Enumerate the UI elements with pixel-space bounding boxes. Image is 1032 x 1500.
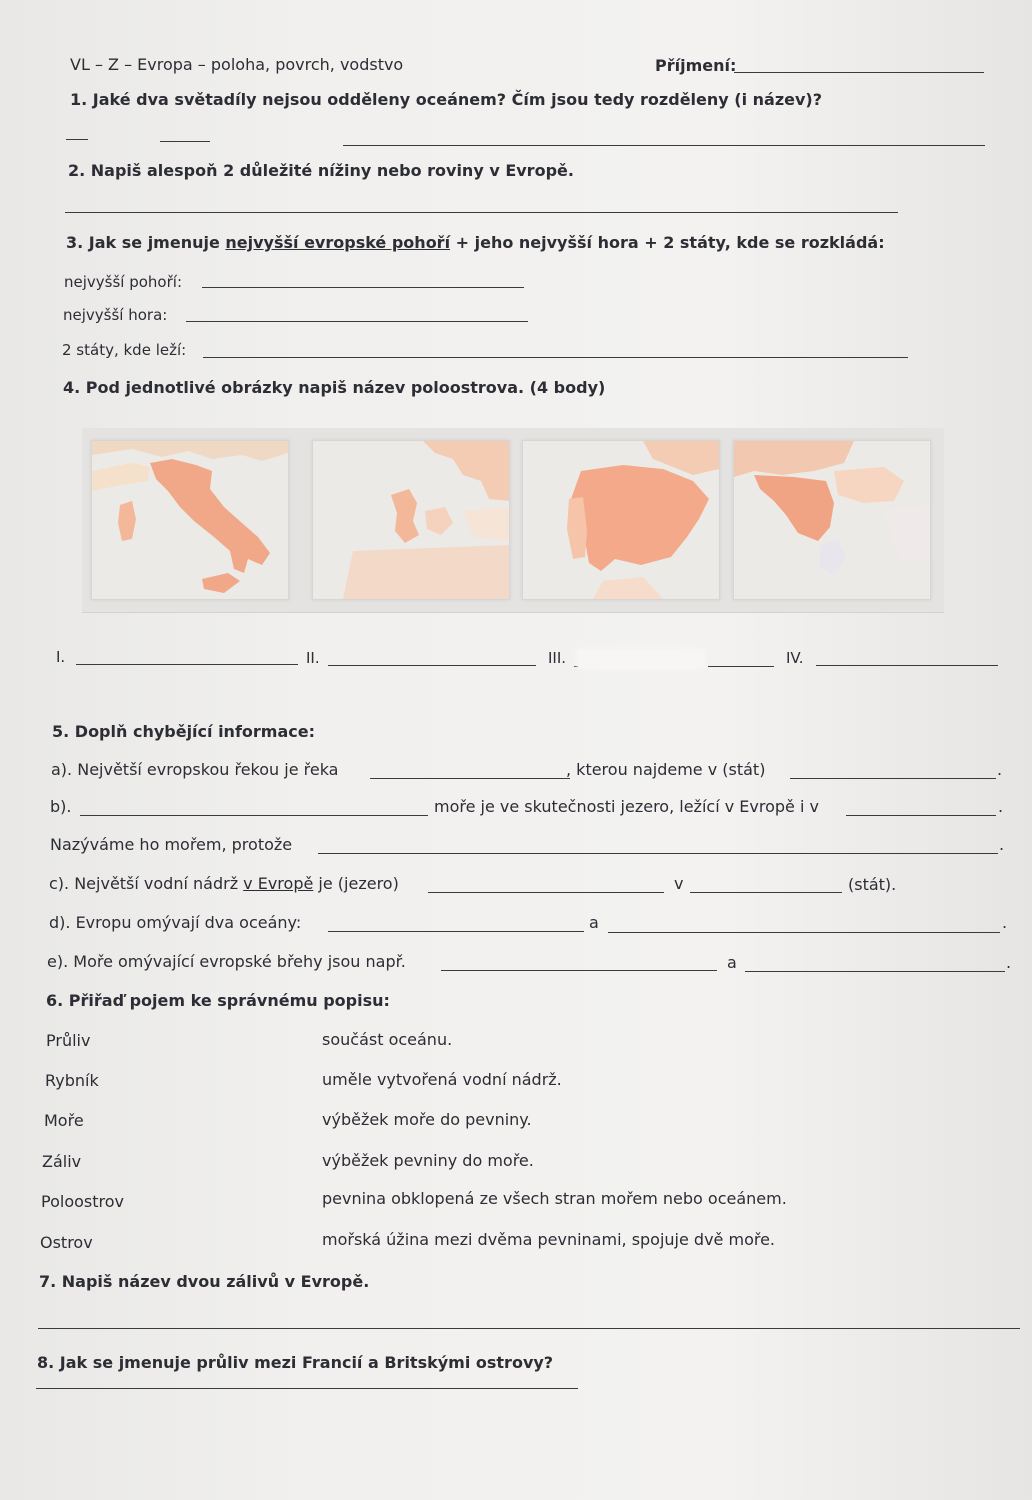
peninsula-2-answer-line[interactable] bbox=[328, 665, 536, 666]
worksheet-title: VL – Z – Evropa – poloha, povrch, vodstvo bbox=[70, 55, 404, 74]
q5b2-end: . bbox=[999, 835, 1005, 854]
q5d-text-2: a bbox=[589, 913, 599, 932]
q5c-underlined: v Evropě bbox=[243, 874, 314, 893]
q5b2-reason-line[interactable] bbox=[318, 853, 998, 854]
question-8: 8. Jak se jmenuje průliv mezi Francií a Britskými ostrovy? bbox=[37, 1353, 554, 1372]
eraser-smudge bbox=[576, 648, 706, 670]
peninsula-3-answer-line[interactable] bbox=[708, 666, 774, 667]
desc-surrounded-land[interactable]: pevnina obklopená ze všech stran mořem nebo oceánem. bbox=[322, 1189, 787, 1208]
q5c-lake-line[interactable] bbox=[428, 892, 664, 893]
q5d-ocean-1-line[interactable] bbox=[328, 931, 584, 932]
q5c-state-line[interactable] bbox=[690, 892, 842, 893]
term-rybnik[interactable]: Rybník bbox=[45, 1071, 99, 1090]
q1-answer-line-1[interactable] bbox=[66, 139, 88, 140]
q5e-text-1: e). Moře omývající evropské břehy jsou např. bbox=[47, 952, 406, 971]
q5c-text-3: (stát). bbox=[848, 875, 897, 894]
question-5: 5. Doplň chybějící informace: bbox=[52, 722, 315, 741]
q7-answer-line[interactable] bbox=[38, 1328, 1020, 1329]
question-7: 7. Napiš název dvou zálivů v Evropě. bbox=[39, 1272, 370, 1291]
q2-answer-line[interactable] bbox=[65, 212, 898, 213]
surname-answer-line[interactable] bbox=[734, 72, 984, 73]
q5e-text-2: a bbox=[727, 953, 737, 972]
desc-sea-into-land[interactable]: výběžek moře do pevniny. bbox=[322, 1110, 532, 1129]
label-peninsula-4: IV. bbox=[786, 649, 804, 667]
q5e-end: . bbox=[1006, 953, 1012, 972]
label-peninsula-2: II. bbox=[306, 649, 320, 667]
q5b-end: . bbox=[998, 797, 1004, 816]
question-6: 6. Přiřaď pojem ke správnému popisu: bbox=[46, 991, 390, 1010]
q5a-end: . bbox=[997, 760, 1003, 779]
q5a-state-line[interactable] bbox=[790, 778, 996, 779]
desc-artificial-reservoir[interactable]: uměle vytvořená vodní nádrž. bbox=[322, 1070, 562, 1089]
question-3 bbox=[66, 233, 885, 253]
q3-peak-answer-line[interactable] bbox=[186, 321, 528, 322]
q5b-text-1: b). bbox=[50, 797, 72, 816]
term-more[interactable]: Moře bbox=[44, 1111, 84, 1130]
q5a-text-2: , kterou najdeme v (stát) bbox=[566, 760, 766, 779]
question-3-suffix: + jeho nejvyšší hora + 2 státy, kde se rozkládá: bbox=[450, 233, 885, 252]
q3-item-states: 2 státy, kde leží: bbox=[62, 341, 187, 359]
q5a-text-1: a). Největší evropskou řekou je řeka bbox=[51, 760, 339, 779]
map-balkans bbox=[733, 440, 931, 600]
q5d-ocean-2-line[interactable] bbox=[608, 932, 1000, 933]
term-ostrov[interactable]: Ostrov bbox=[40, 1233, 93, 1252]
map-italy bbox=[91, 440, 289, 600]
q5b2-text: Nazýváme ho mořem, protože bbox=[50, 835, 293, 854]
q5c-text-2: v bbox=[674, 874, 684, 893]
peninsula-4-answer-line[interactable] bbox=[816, 665, 998, 666]
q3-item-range: nejvyšší pohoří: bbox=[64, 273, 182, 291]
q5c-text-1: c). Největší vodní nádrž bbox=[49, 874, 244, 893]
question-3-prefix: 3. Jak se jmenuje bbox=[66, 233, 226, 252]
q5b-continent-line[interactable] bbox=[846, 815, 996, 816]
map-scandinavia bbox=[312, 440, 510, 600]
desc-strait[interactable]: mořská úžina mezi dvěma pevninami, spojuje dvě moře. bbox=[322, 1230, 776, 1249]
q5b-text-2: moře je ve skutečnosti jezero, ležící v Evropě i v bbox=[434, 797, 819, 816]
q5a-river-line[interactable] bbox=[370, 778, 570, 779]
q8-answer-line[interactable] bbox=[36, 1388, 578, 1389]
question-2: 2. Napiš alespoň 2 důležité nížiny nebo roviny v Evropě. bbox=[68, 161, 574, 180]
question-4: 4. Pod jednotlivé obrázky napiš název poloostrova. (4 body) bbox=[63, 378, 606, 397]
term-zaliv[interactable]: Záliv bbox=[42, 1152, 82, 1171]
q5e-sea-1-line[interactable] bbox=[441, 970, 717, 971]
q5d-end: . bbox=[1002, 913, 1008, 932]
label-peninsula-3: III. bbox=[548, 649, 567, 667]
q3-range-answer-line[interactable] bbox=[202, 287, 524, 288]
desc-land-into-sea[interactable]: výběžek pevniny do moře. bbox=[322, 1151, 534, 1170]
q5e-sea-2-line[interactable] bbox=[745, 971, 1005, 972]
q5c-text-1b: je (jezero) bbox=[313, 874, 399, 893]
term-poloostrov[interactable]: Poloostrov bbox=[41, 1192, 124, 1211]
q5b-sea-line[interactable] bbox=[80, 815, 428, 816]
desc-part-of-ocean[interactable]: součást oceánu. bbox=[322, 1030, 453, 1049]
label-peninsula-1: I. bbox=[56, 648, 66, 666]
q3-states-answer-line[interactable] bbox=[203, 357, 908, 358]
question-1: 1. Jaké dva světadíly nejsou odděleny oceánem? Čím jsou tedy rozděleny (i název)? bbox=[70, 90, 823, 109]
peninsula-1-answer-line[interactable] bbox=[76, 664, 298, 665]
q3-item-peak: nejvyšší hora: bbox=[63, 306, 168, 324]
q1-answer-line-3[interactable] bbox=[343, 145, 985, 146]
question-3-underlined: nejvyšší evropské pohoří bbox=[225, 233, 451, 252]
q1-answer-line-2[interactable] bbox=[160, 141, 210, 142]
q5d-text-1: d). Evropu omývají dva oceány: bbox=[49, 913, 302, 932]
term-pruliv[interactable]: Průliv bbox=[46, 1031, 91, 1050]
q5c-text bbox=[49, 874, 399, 894]
surname-label: Příjmení: bbox=[655, 56, 737, 75]
map-iberia bbox=[522, 440, 720, 600]
